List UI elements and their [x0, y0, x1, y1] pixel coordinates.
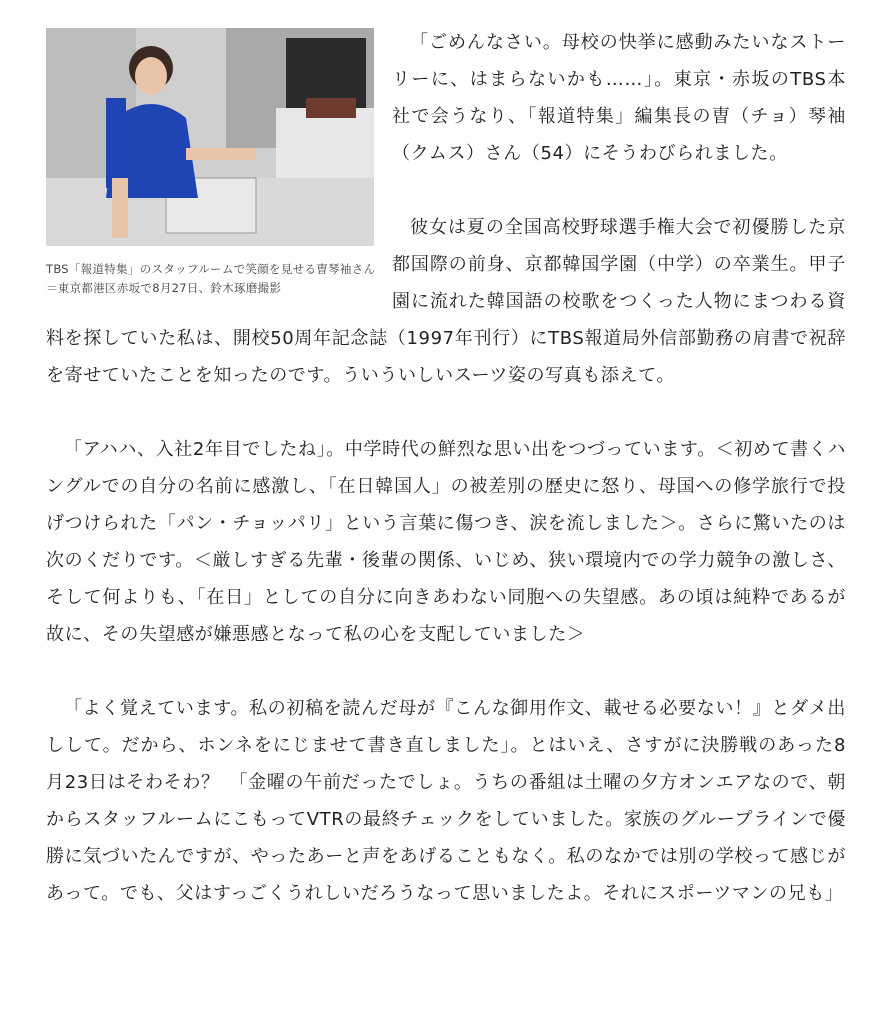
staff-room-photo: [46, 28, 374, 246]
paragraph-2: 彼女は夏の全国高校野球選手権大会で初優勝した京都国際の前身、京都韓国学園（中学）の卒業生。甲子園に流れた韓国語の校歌をつくった人物にまつわる資料を探していた私は、開校50周年記念誌（1997年刊行）にTBS報道局外信部勤務の肩書で祝辞を寄せていたことを知ったのです。ういういしいスーツ姿の写真も添えて。: [46, 217, 846, 386]
paragraph-1: 「ごめんなさい。母校の快挙に感動みたいなストーリーに、はまらないかも……」。東京・赤坂のTBS本社で会うなり、「報道特集」編集長の曺（チョ）琴袖（クムス）さん（54）にそうわびられました。: [392, 32, 846, 164]
photo-figure: [46, 28, 376, 298]
paragraph-4: 「よく覚えています。私の初稿を読んだ母が『こんな御用作文、載せる必要ない！』とダメ出しして。だから、ホンネをにじませて書き直しました」。とはいえ、さすがに決勝戦のあった8月23日はそわそわ？ 「金曜の午前だったでしょ。うちの番組は土曜の夕方オンエアなので、朝からスタッフルームにこもってVTRの最終チェックをしていました。家族のグループラインで優勝に気づいたんですが、やったあーと声をあげることもなく。私のなかでは別の学校って感じがあって。でも、父はすっごくうれしいだろうなって思いましたよ。それにスポーツマンの兄も」: [46, 698, 846, 904]
photo-caption: TBS「報道特集」のスタッフルームで笑顔を見せる曺琴袖さん＝東京都港区赤坂で8月27日、鈴木琢磨撮影: [46, 262, 376, 295]
paragraph-3: 「アハハ、入社2年目でしたね」。中学時代の鮮烈な思い出をつづっています。＜初めて書くハングルでの自分の名前に感激し、「在日韓国人」の被差別の歴史に怒り、母国への修学旅行で投げつけられた「パン・チョッパリ」という言葉に傷つき、涙を流しました＞。さらに驚いたのは次のくだりです。＜厳しすぎる先輩・後輩の関係、いじめ、狭い環境内での学力競争の激しさ、そして何よりも、「在日」としての自分に向きあわない同胞への失望感。あの頃は純粋であるが故に、その失望感が嫌悪感となって私の心を支配していました＞: [46, 439, 846, 645]
article-body: [46, 24, 846, 949]
